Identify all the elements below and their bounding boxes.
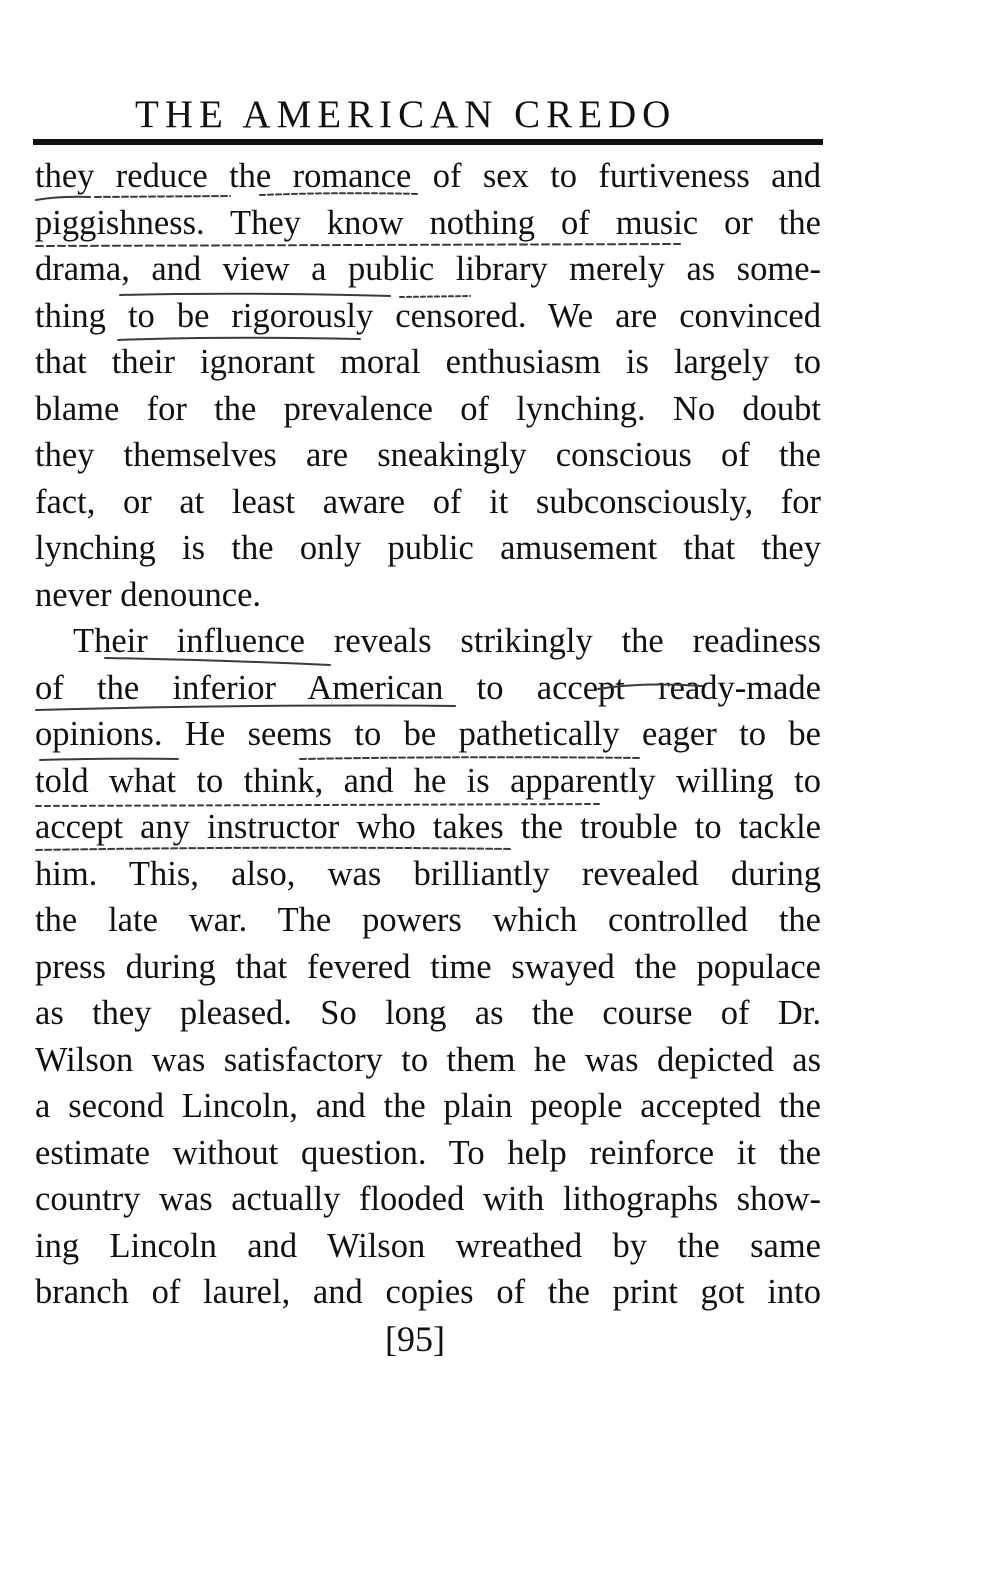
running-head-title: THE AMERICAN CREDO	[135, 93, 677, 136]
text-line: told what to think, and he is apparently willing to	[35, 761, 821, 800]
body-text	[35, 153, 821, 1316]
text-line: blame for the prevalence of lynching. No doubt	[35, 389, 821, 428]
text-line: lynching is the only public amusement that they	[35, 529, 821, 567]
text-line: drama, and view a public library merely as some-	[35, 250, 821, 288]
text-line: Wilson was satisfactory to them he was depicted as	[35, 1040, 821, 1079]
text-line: fact, or at least aware of it subconsciously, for	[35, 482, 821, 521]
text-line: piggishness. They know nothing of music or the	[35, 203, 821, 242]
text-line: of the inferior American to accept ready-made	[35, 668, 821, 707]
text-line: as they pleased. So long as the course of Dr.	[35, 994, 821, 1032]
text-line: a second Lincoln, and the plain people accepted the	[35, 1087, 821, 1125]
header-rule	[33, 139, 823, 145]
text-line: country was actually flooded with lithographs show-	[35, 1180, 821, 1218]
text-line: never denounce.	[35, 575, 262, 614]
text-line: opinions. He seems to be pathetically eager to be	[35, 715, 821, 753]
text-line: that their ignorant moral enthusiasm is largely to	[35, 343, 821, 381]
text-line: estimate without question. To help reinforce it the	[35, 1133, 821, 1172]
text-line: thing to be rigorously censored. We are convinced	[35, 296, 821, 335]
text-line: Their influence reveals strikingly the readiness	[73, 622, 821, 660]
text-line: they themselves are sneakingly conscious of the	[35, 436, 821, 474]
text-line: they reduce the romance of sex to furtiveness and	[35, 157, 821, 195]
text-line: ing Lincoln and Wilson wreathed by the same	[35, 1226, 821, 1265]
text-line: the late war. The powers which controlled the	[35, 901, 821, 939]
page-number: [95]	[385, 1319, 445, 1359]
text-line: press during that fevered time swayed the populace	[35, 947, 821, 986]
text-line: him. This, also, was brilliantly revealed during	[35, 854, 821, 893]
text-line: branch of laurel, and copies of the print got into	[35, 1273, 821, 1311]
text-line: accept any instructor who takes the trouble to tackle	[35, 808, 821, 846]
